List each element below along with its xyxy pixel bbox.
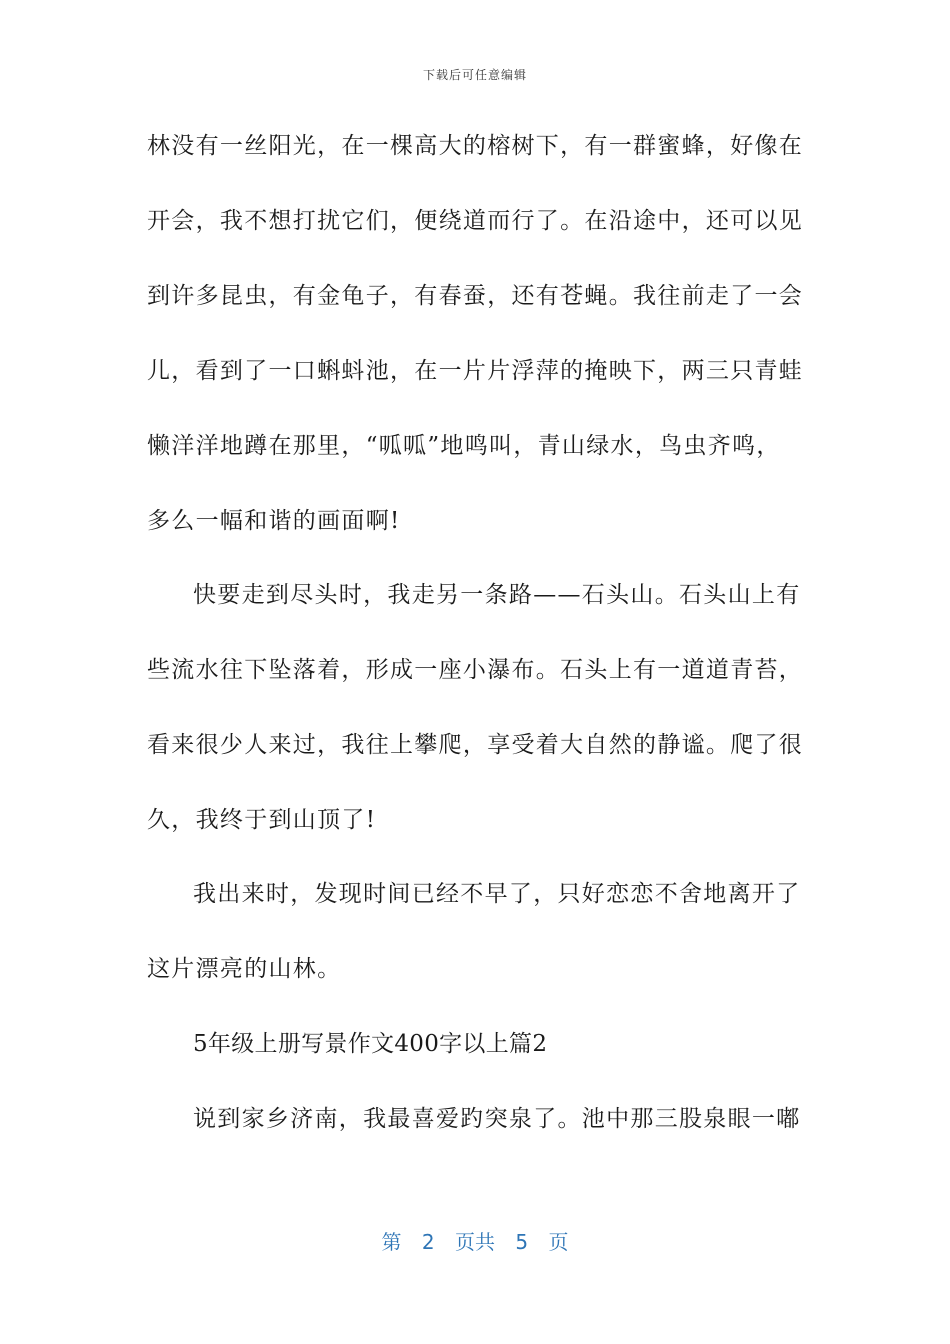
footer-suffix: 页 — [548, 1230, 569, 1254]
text-line: 到许多昆虫，有金龟子，有春蚕，还有苍蝇。我往前走了一会 — [147, 283, 804, 309]
page-footer — [0, 1226, 950, 1255]
text-line: 儿，看到了一口蝌蚪池，在一片片浮萍的掩映下，两三只青蛙 — [147, 358, 804, 384]
text-line: 些流水往下坠落着，形成一座小瀑布。石头上有一道道青苔， — [147, 657, 804, 683]
text-line: 多么一幅和谐的画面啊! — [147, 508, 401, 534]
text-line: 看来很少人来过，我往上攀爬，享受着大自然的静谧。爬了很 — [147, 732, 804, 758]
page-header-note: 下载后可任意编辑 — [422, 68, 527, 82]
section-heading: 5年级上册写景作文400字以上篇2 — [193, 1031, 548, 1057]
text-line: 这片漂亮的山林。 — [147, 956, 342, 982]
footer-total-pages: 5 — [515, 1230, 529, 1254]
text-line: 懒洋洋地蹲在那里，“呱呱”地鸣叫，青山绿水，鸟虫齐鸣， — [147, 433, 781, 459]
text-line: 林没有一丝阳光，在一棵高大的榕树下，有一群蜜蜂，好像在 — [147, 133, 804, 159]
paragraph-first-line: 快要走到尽头时，我走另一条路——石头山。石头山上有 — [193, 582, 801, 608]
footer-prefix: 第 — [381, 1230, 402, 1254]
text-line: 开会，我不想打扰它们，便绕道而行了。在沿途中，还可以见 — [147, 208, 804, 234]
footer-middle: 页共 — [455, 1230, 495, 1254]
paragraph-first-line: 我出来时，发现时间已经不早了，只好恋恋不舍地离开了 — [193, 881, 801, 907]
text-line: 久，我终于到山顶了! — [147, 807, 377, 833]
footer-current-page: 2 — [421, 1230, 435, 1254]
paragraph-first-line: 说到家乡济南，我最喜爱趵突泉了。池中那三股泉眼一嘟 — [193, 1106, 801, 1132]
